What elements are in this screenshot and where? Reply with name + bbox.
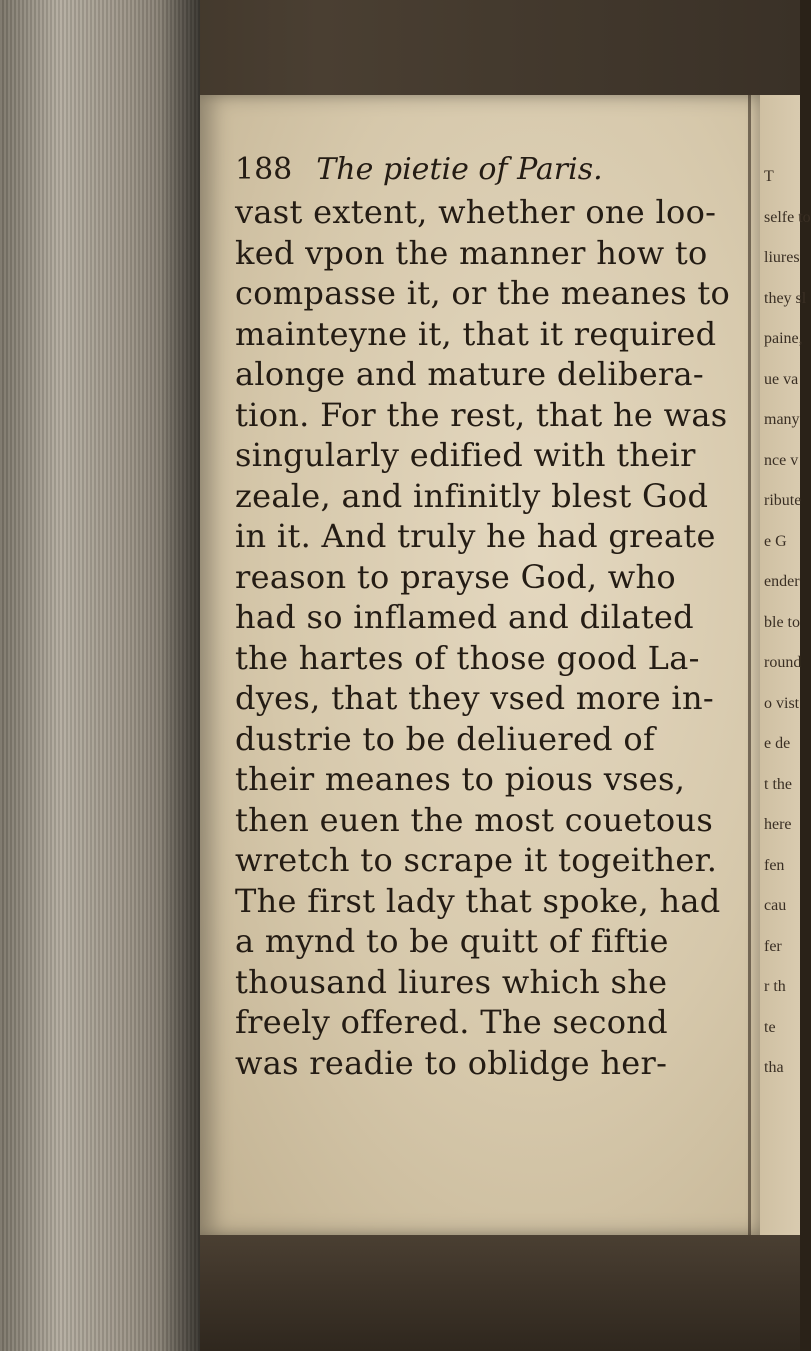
- text-line: singularly edified with their: [235, 436, 696, 474]
- page-text: [235, 150, 750, 1083]
- page-fold-line: [748, 95, 751, 1235]
- text-line: was readie to oblidge her-: [235, 1043, 668, 1082]
- facing-fragment: they sl: [764, 289, 807, 307]
- table-surface: [200, 1235, 800, 1351]
- text-line: alonge and mature delibera-: [235, 355, 705, 393]
- text-line: a mynd to be quitt of fiftie: [235, 922, 669, 960]
- facing-fragment: nce v: [764, 451, 799, 469]
- text-line: The first lady that spoke, had: [235, 881, 721, 920]
- gutter-shadow: [160, 0, 200, 1351]
- text-line: reason to prayse God, who: [235, 557, 676, 596]
- text-line: zeale, and infinitly blest God: [235, 476, 709, 515]
- text-line: ked vpon the manner how to: [235, 233, 708, 272]
- facing-page-text: [764, 157, 811, 1089]
- facing-fragment: ue va: [764, 370, 799, 388]
- facing-fragment: fen: [764, 856, 785, 874]
- text-line: dyes, that they vsed more in-: [235, 679, 714, 717]
- facing-fragment: te: [764, 1018, 776, 1036]
- text-line: wretch to scrape it togeither.: [235, 841, 718, 879]
- text-line: had so inflamed and dilated: [235, 598, 694, 636]
- text-line: freely offered. The second: [235, 1003, 668, 1041]
- facing-fragment: cau: [764, 897, 787, 914]
- page-header: [235, 150, 750, 190]
- facing-fragment: fer: [764, 937, 782, 955]
- text-line: the hartes of those good La-: [235, 638, 700, 677]
- text-line: in it. And truly he had greate: [235, 517, 716, 555]
- text-line: mainteyne it, that it required: [235, 314, 717, 353]
- facing-fragment: selfe to: [764, 208, 811, 226]
- facing-fragment: o vist: [764, 694, 800, 712]
- text-line: dustrie to be deliuered of: [235, 719, 656, 758]
- body-text: [235, 192, 750, 1083]
- facing-fragment: tha: [764, 1059, 784, 1076]
- facing-fragment: many: [764, 411, 800, 428]
- facing-fragment: paine,: [764, 330, 803, 347]
- facing-page-strip: [760, 95, 811, 1235]
- facing-fragment: liures: [764, 249, 800, 266]
- facing-fragment: t the: [764, 775, 792, 793]
- book-page: [200, 95, 760, 1235]
- facing-fragment: ribute: [764, 492, 802, 509]
- facing-fragment: T: [764, 168, 774, 185]
- text-line: tion. For the rest, that he was: [235, 395, 728, 434]
- facing-fragment: ender: [764, 573, 800, 590]
- facing-fragment: here: [764, 816, 792, 833]
- text-line: thousand liures which she: [235, 962, 668, 1001]
- page-number: 188: [235, 152, 293, 187]
- facing-fragment: e G: [764, 532, 787, 550]
- text-line: compasse it, or the meanes to: [235, 274, 731, 312]
- text-line: then euen the most couetous: [235, 800, 714, 839]
- running-title: The pietie of Paris.: [316, 152, 603, 187]
- text-line: their meanes to pious vses,: [235, 760, 686, 798]
- facing-fragment: ble to: [764, 613, 800, 631]
- facing-fragment: round: [764, 654, 802, 671]
- text-line: vast extent, whether one loo-: [235, 193, 717, 231]
- facing-fragment: e de: [764, 735, 791, 752]
- facing-fragment: r th: [764, 978, 786, 995]
